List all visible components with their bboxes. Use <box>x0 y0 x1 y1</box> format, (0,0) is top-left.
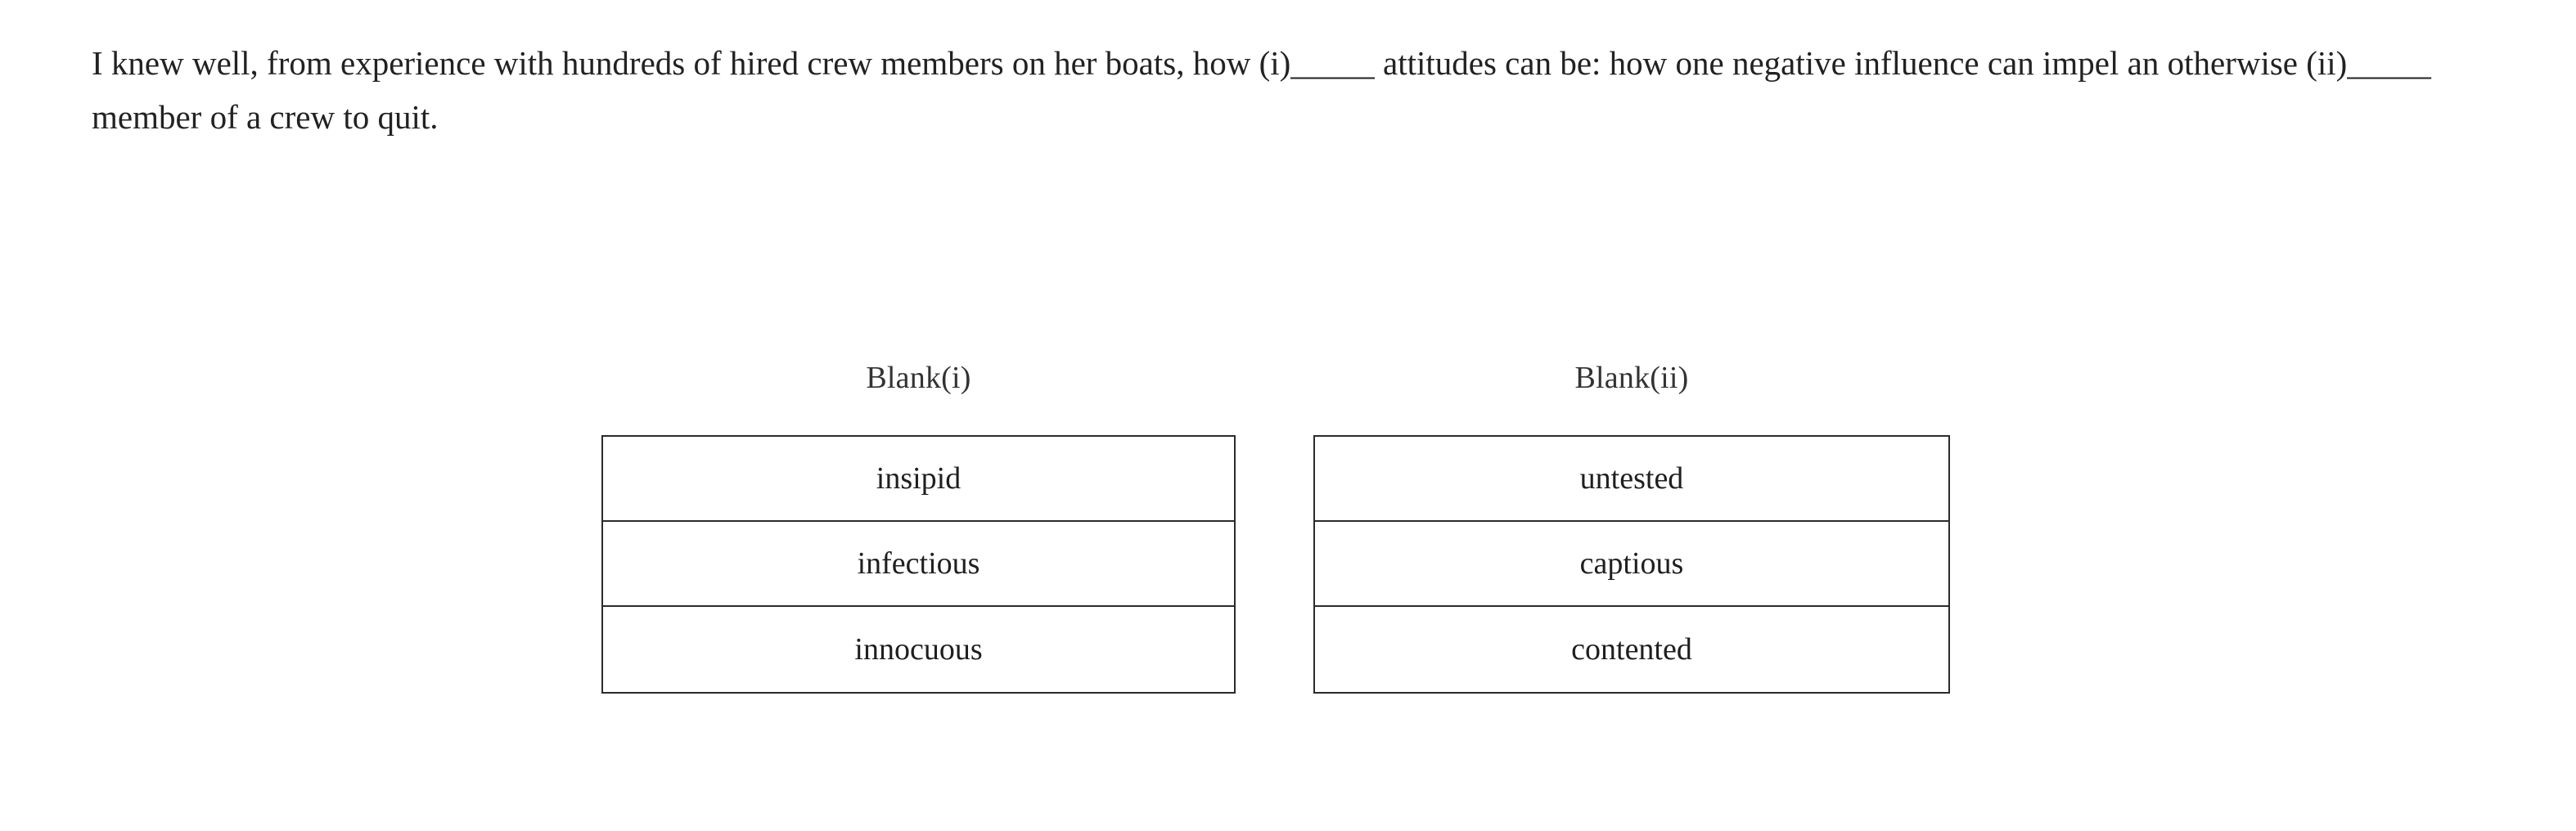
blank-ii-option-3[interactable]: contented <box>1315 607 1948 692</box>
blank-ii-option-1[interactable]: untested <box>1315 437 1948 522</box>
blank-i-choice-box <box>601 435 1236 694</box>
blank-i-option-1[interactable]: insipid <box>603 437 1234 522</box>
blank-ii-label: Blank(ii) <box>1574 361 1689 395</box>
question-text: I knew well, from experience with hundreds of hired crew members on her boats, how (i)_____ attitudes can be: how one negative influence can impel an otherwise (ii)_____ member of a crew to quit. <box>92 44 2431 137</box>
blank-i-option-2[interactable]: infectious <box>603 522 1234 607</box>
question-container <box>92 36 2448 145</box>
blank-columns <box>601 360 2576 694</box>
blank-i-label: Blank(i) <box>866 361 971 395</box>
blank-ii-choice-box <box>1313 435 1950 694</box>
blank-i-option-3[interactable]: innocuous <box>603 607 1234 692</box>
blank-ii-option-2[interactable]: captious <box>1315 522 1948 607</box>
blank-column-i <box>601 360 1236 694</box>
blank-column-ii <box>1313 360 1950 694</box>
answer-choices-area <box>0 360 2576 694</box>
